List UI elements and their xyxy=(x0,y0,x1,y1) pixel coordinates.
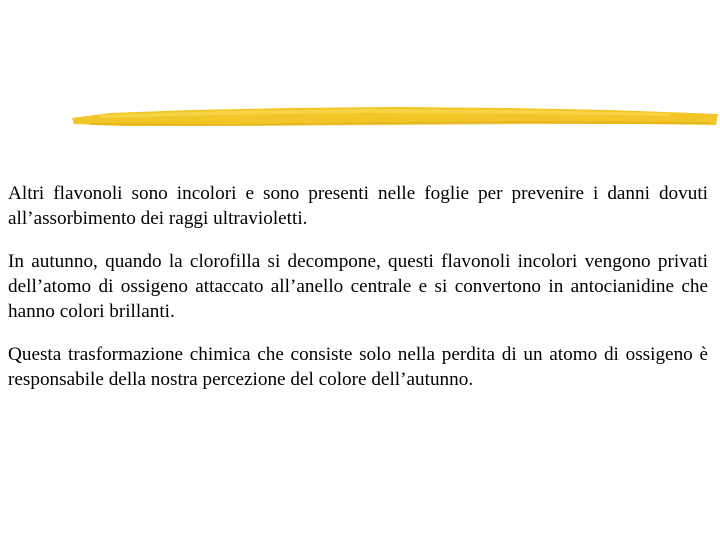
paragraph-colorless-flavonols: Altri flavonoli sono incolori e sono presenti nelle foglie per prevenire i danni dovuti all’assorbimento dei raggi ultravioletti. xyxy=(8,183,708,229)
paragraph-color-perception: Questa trasformazione chimica che consiste solo nella perdita di un atomo di ossigeno è responsabile della nostra percezione del colore dell’autunno. xyxy=(8,344,708,390)
paragraph-autumn-conversion: In autunno, quando la clorofilla si decompone, questi flavonoli incolori vengono privati dell’atomo di ossigeno attaccato all’anello centrale e si convertono in antocianidine che hanno colori brillanti. xyxy=(8,251,708,322)
yellow-brush-stroke-decoration xyxy=(70,100,720,132)
slide-body-text xyxy=(8,181,708,392)
